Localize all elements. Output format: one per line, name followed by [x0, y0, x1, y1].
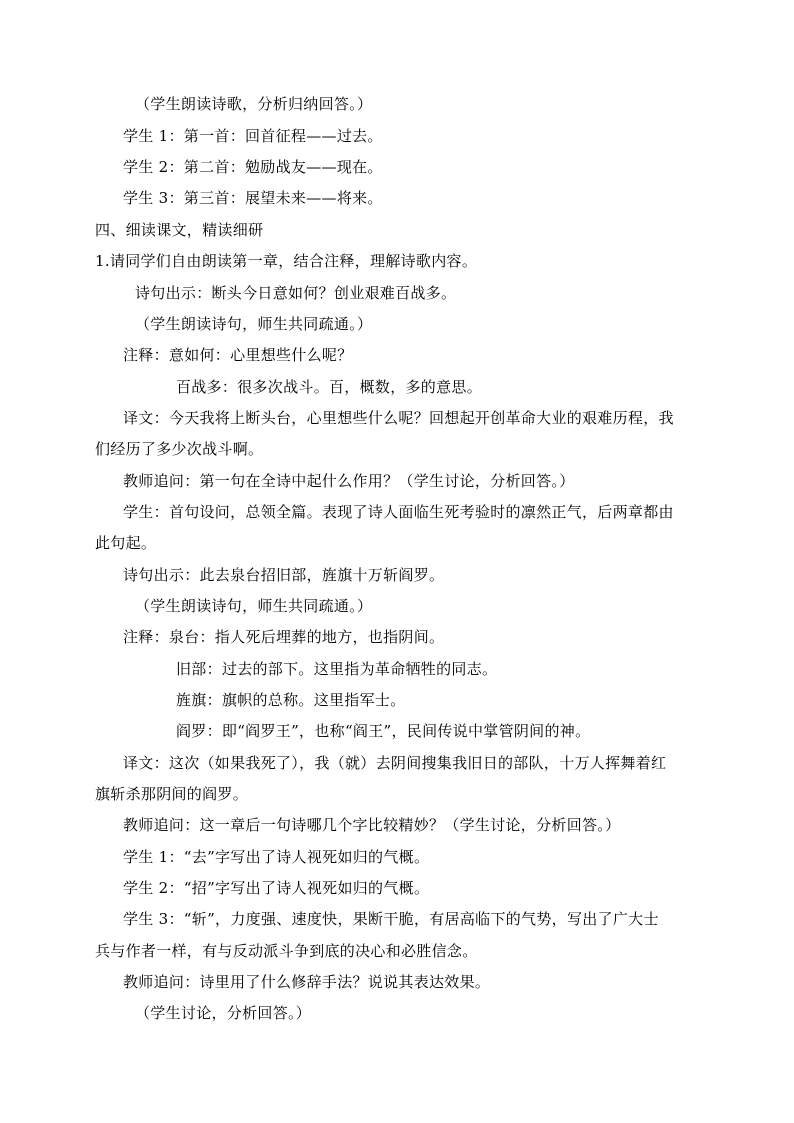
- text-line: 学生：首句设问，总领全篇。表现了诗人面临生死考验时的凛然正气，后两章都由: [123, 503, 674, 521]
- text-line: 译文：这次（如果我死了），我（就）去阴间搜集我旧日的部队，十万人挥舞着红: [123, 754, 667, 772]
- text-line: 教师追问：第一句在全诗中起什么作用？（学生讨论，分析回答。）: [123, 472, 575, 490]
- text-line: 教师追问：这一章后一句诗哪几个字比较精妙？（学生讨论，分析回答。）: [123, 816, 621, 834]
- text-line: 阎罗：即“阎罗王”，也称“阎王”，民间传说中掌管阴间的神。: [176, 722, 591, 740]
- text-line: 注释：意如何：心里想些什么呢？: [123, 346, 353, 364]
- text-line: 1.请同学们自由朗读第一章，结合注释，理解诗歌内容。: [95, 252, 478, 270]
- text-line: 译文：今天我将上断头台，心里想些什么呢？回想起开创革命大业的艰难历程，我: [123, 409, 674, 427]
- text-line: 学生 2：第二首：勉励战友——现在。: [123, 158, 383, 176]
- section-heading: 四、细读课文，精读细研: [95, 221, 264, 239]
- text-line: 兵与作者一样，有与反动派斗争到底的决心和必胜信念。: [95, 942, 478, 960]
- text-line: 旗斩杀那阴间的阎罗。: [95, 785, 249, 803]
- text-line: 诗句出示：此去泉台招旧部，旌旗十万斩阎罗。: [123, 566, 445, 584]
- text-line: 注释：泉台：指人死后埋葬的地方，也指阴间。: [123, 628, 445, 646]
- text-line: 诗句出示：断头今日意如何？创业艰难百战多。: [135, 284, 457, 302]
- text-line: 学生 1：第一首：回首征程——过去。: [123, 127, 383, 145]
- text-line: （学生朗读诗句，师生共同疏通。）: [135, 315, 373, 333]
- text-line: 学生 3：“斩”，力度强、速度快，果断干脆，有居高临下的气势，写出了广大士: [123, 910, 659, 928]
- text-line: （学生讨论，分析回答。）: [135, 1004, 312, 1022]
- text-line: （学生朗读诗句，师生共同疏通。）: [135, 597, 373, 615]
- text-line: （学生朗读诗歌，分析归纳回答。）: [135, 95, 373, 113]
- text-line: 百战多：很多次战斗。百，概数，多的意思。: [176, 378, 483, 396]
- text-line: 旌旗：旗帜的总称。这里指军士。: [176, 691, 406, 709]
- text-line: 此句起。: [95, 534, 157, 552]
- text-line: 旧部：过去的部下。这里指为革命牺牲的同志。: [176, 660, 498, 678]
- text-line: 们经历了多少次战斗啊。: [95, 440, 264, 458]
- text-line: 学生 1：“去”字写出了诗人视死如归的气概。: [123, 848, 430, 866]
- text-line: 教师追问：诗里用了什么修辞手法？说说其表达效果。: [123, 973, 491, 991]
- text-line: 学生 3：第三首：展望未来——将来。: [123, 189, 383, 207]
- text-line: 学生 2：“招”字写出了诗人视死如归的气概。: [123, 879, 430, 897]
